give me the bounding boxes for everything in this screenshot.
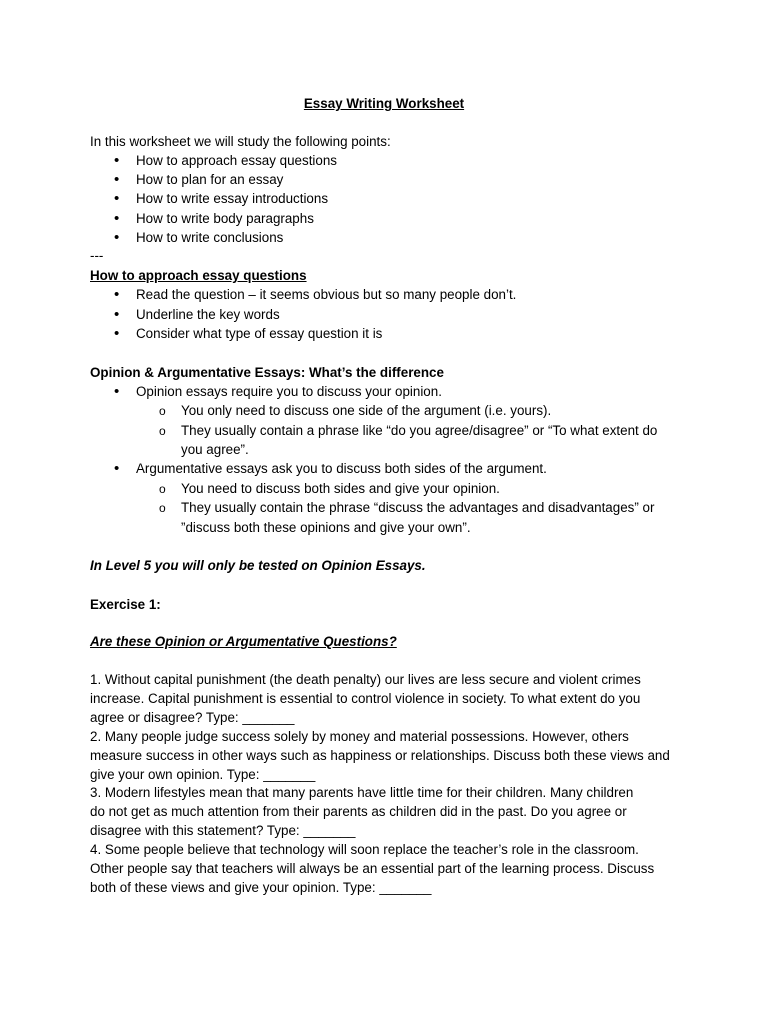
bullet-icon bbox=[114, 382, 119, 401]
question-line: disagree with this statement? Type: _______ bbox=[90, 823, 356, 838]
list-item: How to approach essay questions bbox=[136, 153, 337, 168]
list-item: How to write conclusions bbox=[136, 230, 284, 245]
sub-list-item: You need to discuss both sides and give your opinion. bbox=[181, 481, 500, 496]
list-item: Argumentative essays ask you to discuss both sides of the argument. bbox=[136, 461, 547, 476]
list-item: How to plan for an essay bbox=[136, 172, 284, 187]
exercise-label: Exercise 1: bbox=[90, 597, 161, 612]
question-line: 3. Modern lifestyles mean that many parents have little time for their children. Many children bbox=[90, 785, 634, 800]
circle-bullet-icon bbox=[159, 479, 166, 499]
bullet-icon bbox=[114, 459, 119, 478]
question-line: do not get as much attention from their parents as children did in the past. Do you agree or bbox=[90, 804, 627, 819]
list-item: Underline the key words bbox=[136, 307, 280, 322]
question-line: give your own opinion. Type: _______ bbox=[90, 767, 316, 782]
sub-list-item-continued: you agree”. bbox=[181, 442, 249, 457]
section-heading-difference: Opinion & Argumentative Essays: What’s the difference bbox=[90, 365, 444, 380]
list-item: How to write body paragraphs bbox=[136, 211, 314, 226]
list-item: How to write essay introductions bbox=[136, 191, 329, 206]
question-line: 1. Without capital punishment (the death penalty) our lives are less secure and violent crimes bbox=[90, 672, 641, 687]
question-line: 2. Many people judge success solely by money and material possessions. However, others bbox=[90, 729, 629, 744]
exercise-question: Are these Opinion or Argumentative Questions? bbox=[90, 634, 397, 649]
bullet-icon bbox=[114, 209, 119, 228]
page-title: Essay Writing Worksheet bbox=[303, 96, 465, 111]
bullet-icon bbox=[114, 324, 119, 343]
sub-list-item: You only need to discuss one side of the argument (i.e. yours). bbox=[181, 403, 552, 418]
question-line: both of these views and give your opinion. Type: _______ bbox=[90, 880, 432, 895]
question-line: 4. Some people believe that technology will soon replace the teacher’s role in the classroom. bbox=[90, 842, 639, 857]
list-item: Opinion essays require you to discuss your opinion. bbox=[136, 384, 442, 399]
circle-bullet-icon bbox=[159, 498, 166, 518]
section-heading-approach: How to approach essay questions bbox=[90, 268, 307, 283]
question-line: increase. Capital punishment is essential to control violence in society. To what extent do you bbox=[90, 691, 641, 706]
question-line: agree or disagree? Type: _______ bbox=[90, 710, 295, 725]
bullet-icon bbox=[114, 228, 119, 247]
intro-text: In this worksheet we will study the following points: bbox=[90, 134, 391, 149]
sub-list-item: They usually contain a phrase like “do you agree/disagree” or “To what extent do bbox=[181, 423, 658, 438]
bullet-icon bbox=[114, 285, 119, 304]
question-line: measure success in other ways such as happiness or relationships. Discuss both these views and bbox=[90, 748, 670, 763]
sub-list-item: They usually contain the phrase “discuss the advantages and disadvantages” or bbox=[181, 500, 655, 515]
circle-bullet-icon bbox=[159, 421, 166, 441]
bullet-icon bbox=[114, 151, 119, 170]
level-note: In Level 5 you will only be tested on Opinion Essays. bbox=[90, 558, 426, 573]
list-item: Read the question – it seems obvious but so many people don’t. bbox=[136, 287, 517, 302]
bullet-icon bbox=[114, 170, 119, 189]
separator: --- bbox=[90, 248, 104, 263]
list-item: Consider what type of essay question it is bbox=[136, 326, 383, 341]
question-line: Other people say that teachers will always be an essential part of the learning process. Discuss bbox=[90, 861, 655, 876]
sub-list-item-continued: ”discuss both these opinions and give your own”. bbox=[181, 520, 471, 535]
bullet-icon bbox=[114, 189, 119, 208]
circle-bullet-icon bbox=[159, 401, 166, 421]
bullet-icon bbox=[114, 305, 119, 324]
